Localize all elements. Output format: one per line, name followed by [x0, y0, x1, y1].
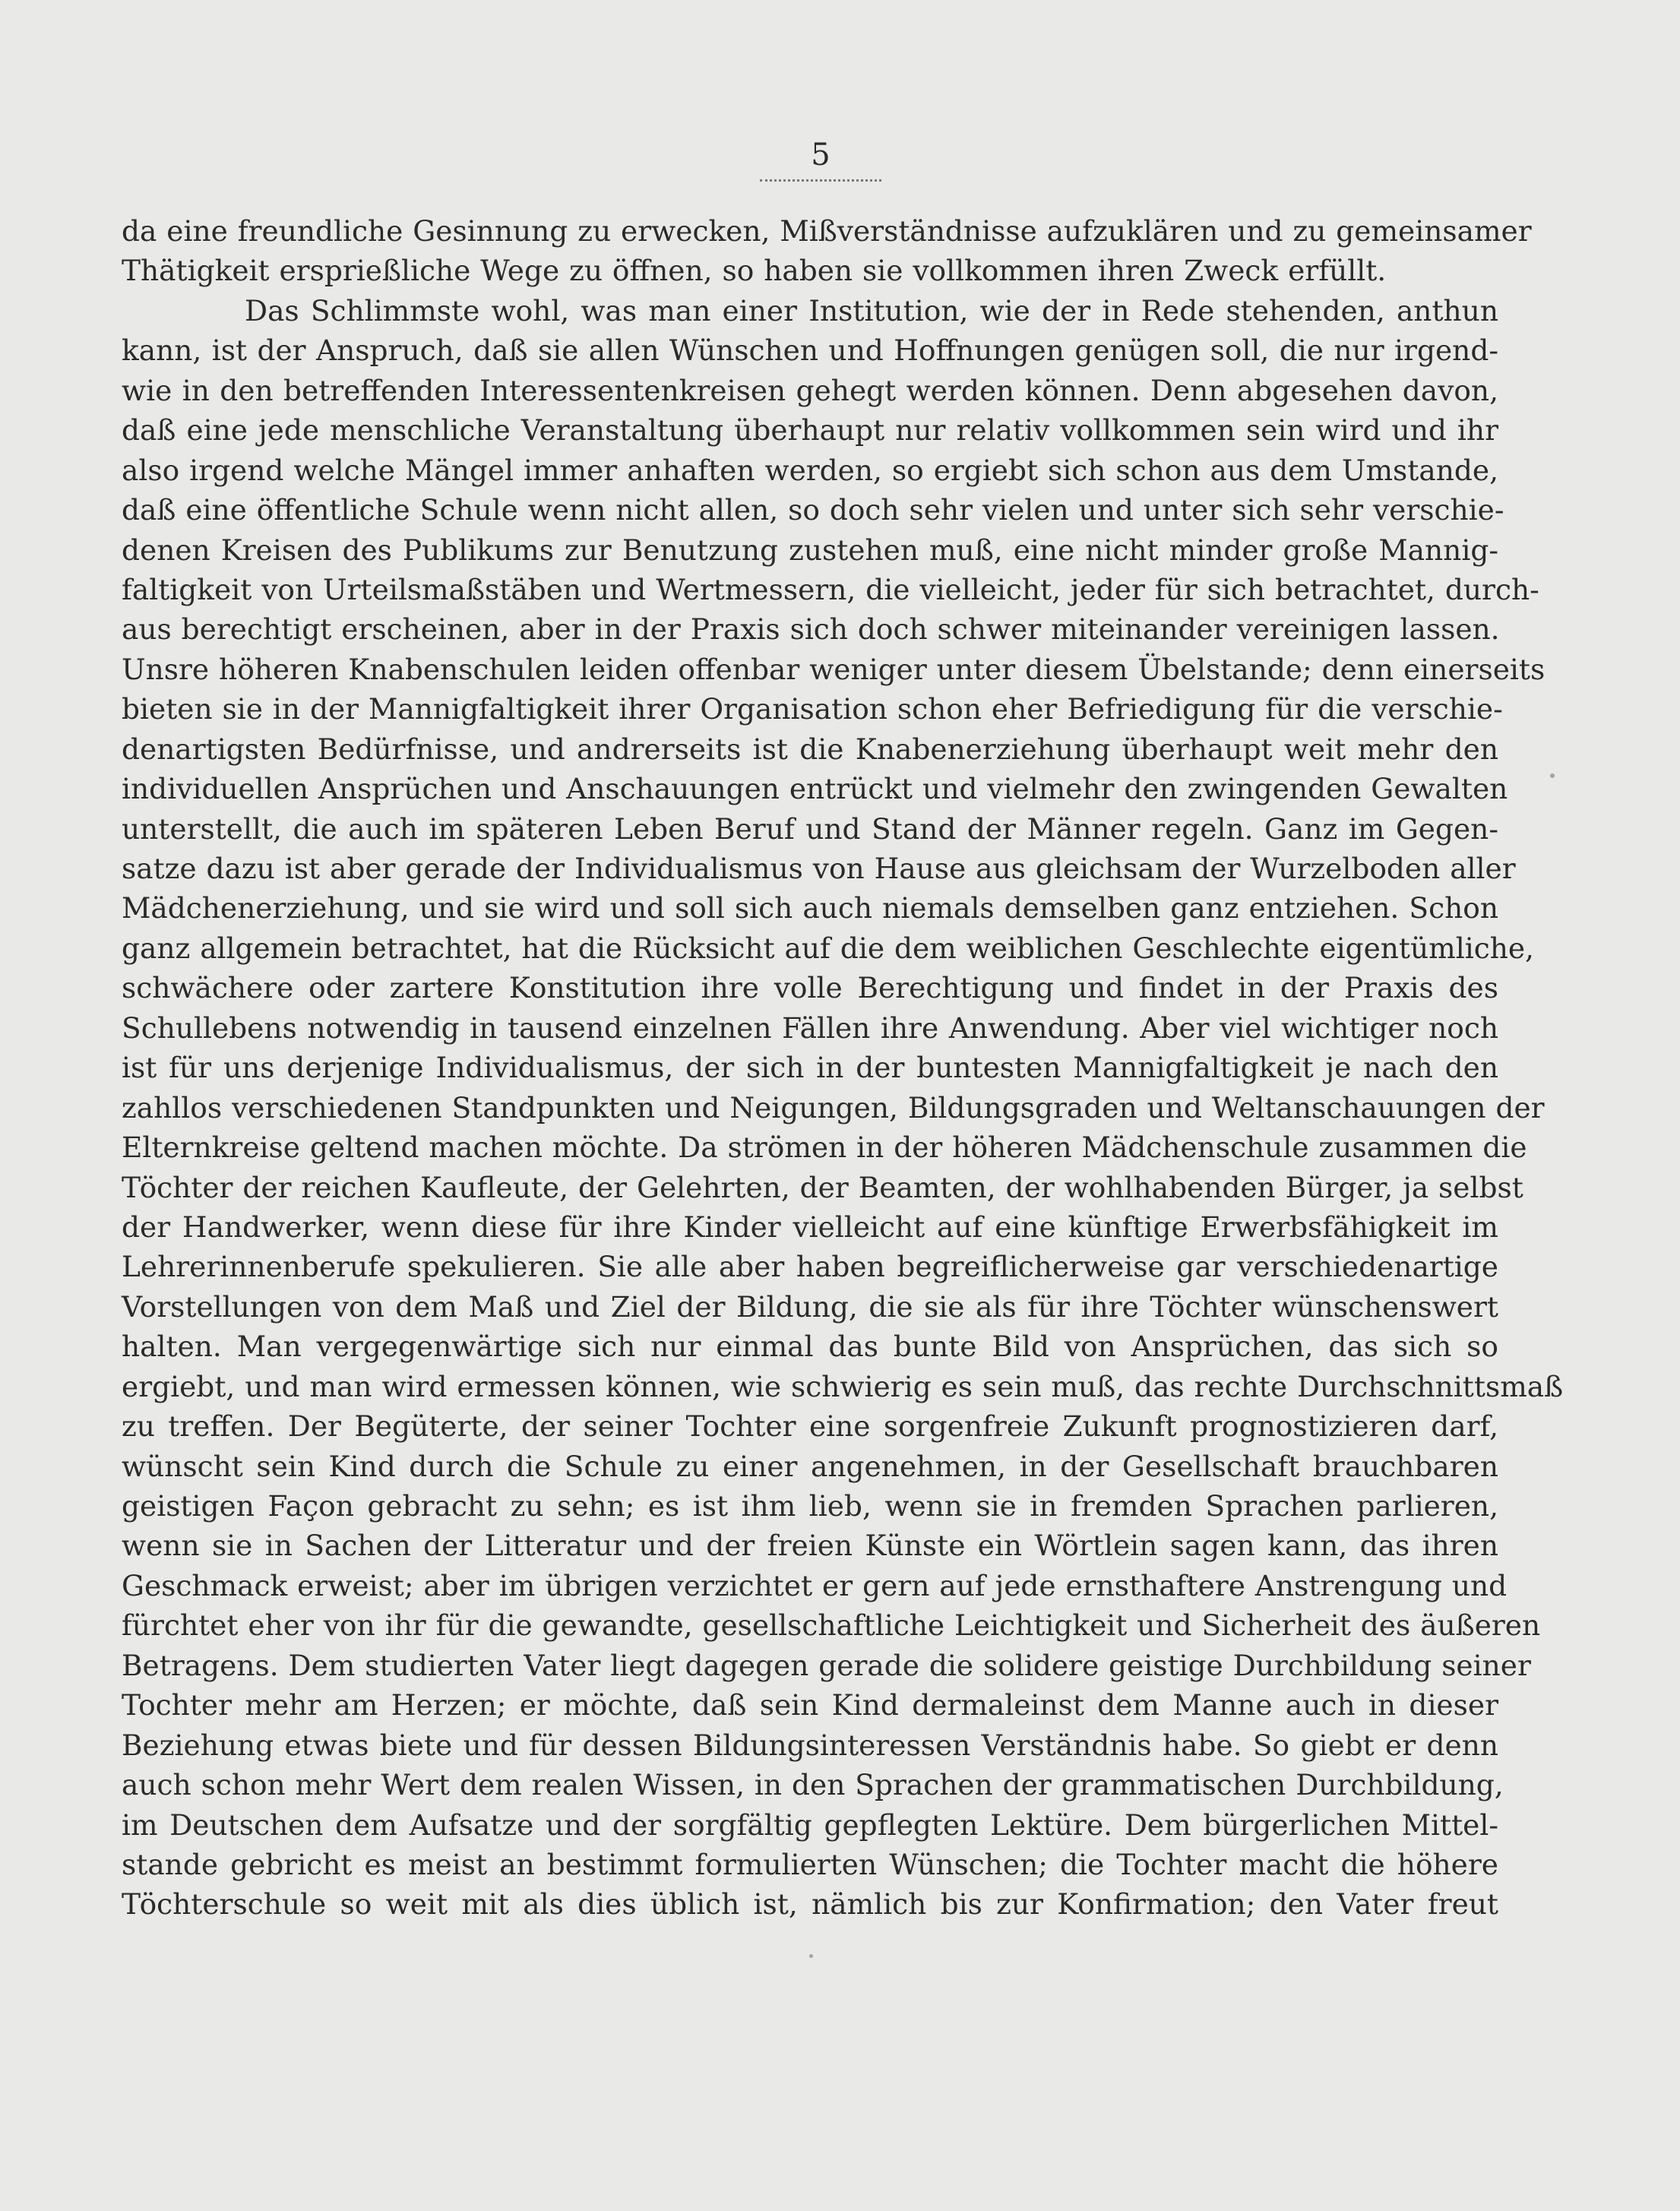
text-line: daß eine öffentliche Schule wenn nicht allen, so doch sehr vielen und unter sich sehr verschie- [122, 493, 1504, 527]
text-line: Elternkreise geltend machen möchte. Da strömen in der höheren Mädchenschule zusammen die [122, 1131, 1527, 1165]
text-line: auch schon mehr Wert dem realen Wissen, in den Sprachen der grammatischen Durchbildung, [122, 1768, 1504, 1802]
text-line: faltigkeit von Urteilsmaßstäben und Wertmessern, die vielleicht, jeder für sich betrachtet, durch- [122, 572, 1539, 606]
text-line: Geschmack erweist; aber im übrigen verzichtet er gern auf jede ernsthaftere Anstrengung und [122, 1568, 1508, 1602]
page-number-rule [760, 179, 881, 182]
text-line: daß eine jede menschliche Veranstaltung überhaupt nur relativ vollkommen sein wird und ihr [122, 413, 1498, 448]
text-line: also irgend welche Mängel immer anhaften werden, so ergiebt sich schon aus dem Umstande, [122, 453, 1498, 487]
text-line: schwächere oder zartere Konstitution ihre volle Berechtigung und findet in der Praxis des [122, 971, 1498, 1005]
text-line: bieten sie in der Mannigfaltigkeit ihrer Organisation schon eher Befriedigung für die verschie- [122, 692, 1503, 726]
text-line: Töchterschule so weit mit als dies üblich ist, nämlich bis zur Konfirmation; den Vater freut [122, 1887, 1498, 1922]
text-line: kann, ist der Anspruch, daß sie allen Wünschen und Hoffnungen genügen soll, die nur irgend- [122, 334, 1498, 368]
text-line: Töchter der reichen Kaufleute, der Gelehrten, der Beamten, der wohlhabenden Bürger, ja selbst [122, 1170, 1523, 1204]
text-line: satze dazu ist aber gerade der Individualismus von Hause aus gleichsam der Wurzelboden aller [122, 852, 1516, 885]
body-text [122, 211, 1564, 1925]
text-line: halten. Man vergegenwärtige sich nur einmal das bunte Bild von Ansprüchen, das sich so [122, 1330, 1498, 1364]
text-line: Thätigkeit ersprießliche Wege zu öffnen, so haben sie vollkommen ihren Zweck erfüllt. [122, 254, 1387, 288]
text-line: da eine freundliche Gesinnung zu erwecken, Mißverständnisse aufzuklären und zu gemeinsamer [122, 214, 1532, 248]
text-line: im Deutschen dem Aufsatze und der sorgfältig gepflegten Lektüre. Dem bürgerlichen Mittel- [122, 1808, 1498, 1842]
text-line: Schullebens notwendig in tausend einzelnen Fällen ihre Anwendung. Aber viel wichtiger noch [122, 1011, 1498, 1045]
text-line: zu treffen. Der Begüterte, der seiner Tochter eine sorgenfreie Zukunft prognostizieren darf, [122, 1409, 1498, 1444]
text-line: stande gebricht es meist an bestimmt formulierten Wünschen; die Tochter macht die höhere [122, 1847, 1498, 1881]
text-line: ganz allgemein betrachtet, hat die Rücksicht auf die dem weiblichen Geschlechte eigentümliche, [122, 931, 1534, 965]
text-line: wenn sie in Sachen der Litteratur und der freien Künste ein Wörtlein sagen kann, das ihren [122, 1529, 1498, 1563]
paper-speck [809, 1954, 813, 1958]
text-line: Beziehung etwas biete und für dessen Bildungsinteressen Verständnis habe. So giebt er denn [122, 1728, 1498, 1762]
text-line: fürchtet eher von ihr für die gewandte, gesellschaftliche Leichtigkeit und Sicherheit des äußeren [122, 1608, 1541, 1643]
page-number: 5 [811, 138, 831, 172]
text-line: ist für uns derjenige Individualismus, der sich in der buntesten Mannigfaltigkeit je nach den [122, 1051, 1498, 1085]
text-line: wünscht sein Kind durch die Schule zu einer angenehmen, in der Gesellschaft brauchbaren [122, 1449, 1498, 1483]
text-line: Unsre höheren Knabenschulen leiden offenbar weniger unter diesem Übelstande; denn einerseits [122, 652, 1546, 686]
text-line: denartigsten Bedürfnisse, und andrerseits ist die Knabenerziehung überhaupt weit mehr den [122, 732, 1498, 766]
text-line: Vorstellungen von dem Maß und Ziel der Bildung, die sie als für ihre Töchter wünschenswert [122, 1289, 1498, 1324]
text-line: aus berechtigt erscheinen, aber in der Praxis sich doch schwer miteinander vereinigen lassen. [122, 612, 1500, 647]
text-line: unterstellt, die auch im späteren Leben Beruf und Stand der Männer regeln. Ganz im Gegen- [122, 811, 1498, 846]
text-line: Lehrerinnenberufe spekulieren. Sie alle aber haben begreiflicherweise gar verschiedenartige [122, 1250, 1498, 1284]
text-line: ergiebt, und man wird ermessen können, wie schwierig es sein muß, das rechte Durchschnittsmaß [122, 1369, 1564, 1403]
text-line: Mädchenerziehung, und sie wird und soll sich auch niemals demselben ganz entziehen. Schon [122, 891, 1498, 925]
text-line: Das Schlimmste wohl, was man einer Institution, wie der in Rede stehenden, anthun [245, 293, 1498, 327]
text-line: wie in den betreffenden Interessentenkreisen gehegt werden können. Denn abgesehen davon, [122, 373, 1498, 407]
text-line: individuellen Ansprüchen und Anschauungen entrückt und vielmehr den zwingenden Gewalten [122, 772, 1508, 806]
text-line: geistigen Façon gebracht zu sehn; es ist ihm lieb, wenn sie in fremden Sprachen parlieren, [122, 1489, 1498, 1523]
text-line: zahllos verschiedenen Standpunkten und Neigungen, Bildungsgraden und Weltanschauungen der [122, 1090, 1545, 1124]
text-line: denen Kreisen des Publikums zur Benutzung zustehen muß, eine nicht minder große Mannig- [122, 533, 1498, 567]
text-line: Tochter mehr am Herzen; er möchte, daß sein Kind dermaleinst dem Manne auch in dieser [122, 1688, 1498, 1722]
paper-speck [1550, 773, 1555, 778]
text-line: Betragens. Dem studierten Vater liegt dagegen gerade die solidere geistige Durchbildung seiner [122, 1648, 1531, 1682]
text-line: der Handwerker, wenn diese für ihre Kinder vielleicht auf eine künftige Erwerbsfähigkeit im [122, 1210, 1498, 1244]
